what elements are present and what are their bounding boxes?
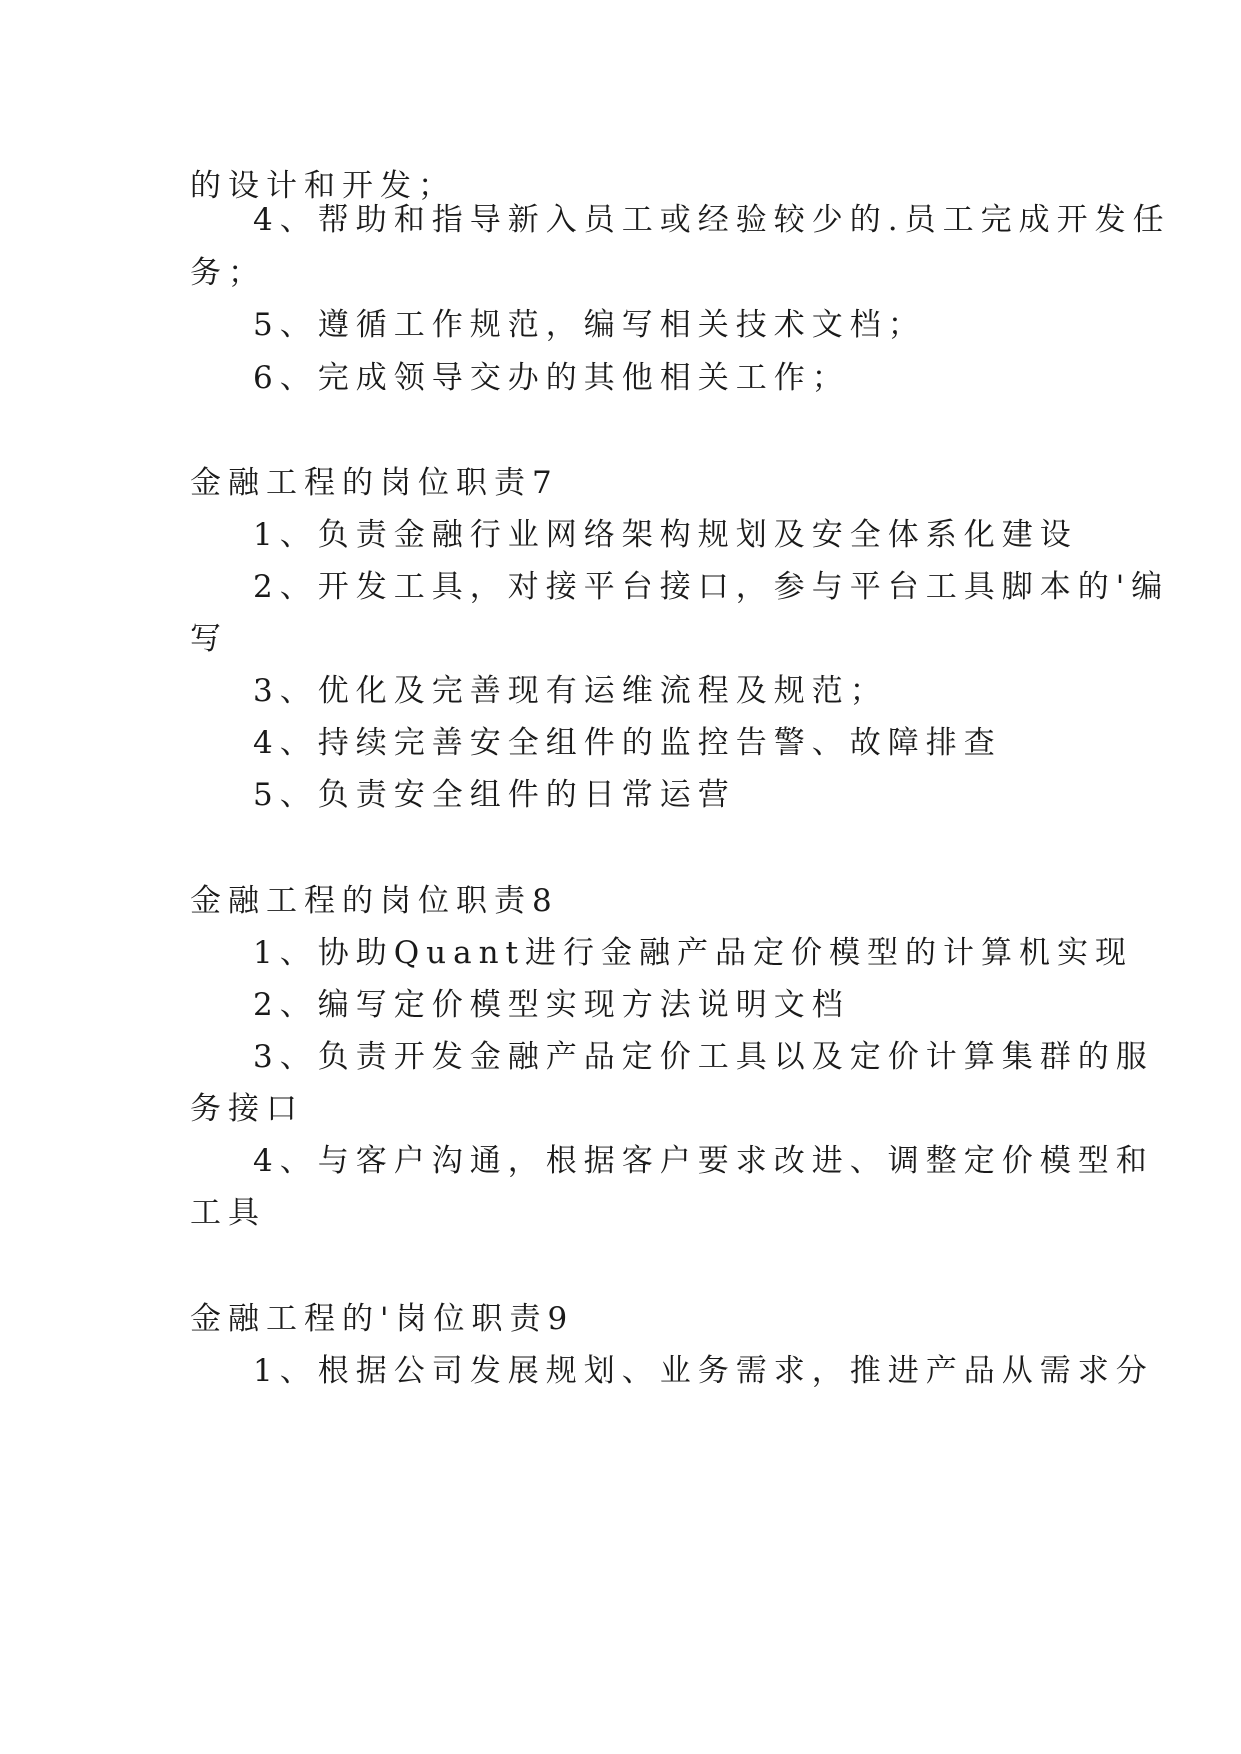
list-item: 3、负责开发金融产品定价工具以及定价计算集群的服 [253, 1039, 1154, 1075]
list-item: 2、开发工具，对接平台接口，参与平台工具脚本的'编 [253, 569, 1170, 605]
section-heading: 金融工程的岗位职责7 [190, 465, 559, 501]
list-item: 1、根据公司发展规划、业务需求，推进产品从需求分 [253, 1353, 1154, 1389]
paragraph-continuation: 工具 [190, 1195, 266, 1231]
paragraph-continuation: 务； [190, 255, 266, 291]
list-item: 1、负责金融行业网络架构规划及安全体系化建设 [253, 517, 1078, 553]
list-item: 3、优化及完善现有运维流程及规范； [253, 673, 888, 709]
list-item: 5、遵循工作规范，编写相关技术文档； [253, 307, 926, 343]
paragraph-continuation: 的设计和开发； [190, 168, 456, 204]
section-heading: 金融工程的岗位职责8 [190, 883, 559, 919]
list-item: 4、与客户沟通，根据客户要求改进、调整定价模型和 [253, 1143, 1154, 1179]
paragraph-continuation: 写 [190, 621, 228, 657]
section-heading: 金融工程的'岗位职责9 [190, 1301, 575, 1337]
list-item: 4、持续完善安全组件的监控告警、故障排查 [253, 725, 1002, 761]
paragraph-continuation: 务接口 [190, 1091, 304, 1127]
list-item: 1、协助Quant进行金融产品定价模型的计算机实现 [253, 935, 1134, 971]
list-item: 5、负责安全组件的日常运营 [253, 777, 736, 813]
list-item: 6、完成领导交办的其他相关工作； [253, 360, 850, 396]
list-item: 2、编写定价模型实现方法说明文档 [253, 987, 850, 1023]
list-item: 4、帮助和指导新入员工或经验较少的.员工完成开发任 [253, 202, 1171, 238]
